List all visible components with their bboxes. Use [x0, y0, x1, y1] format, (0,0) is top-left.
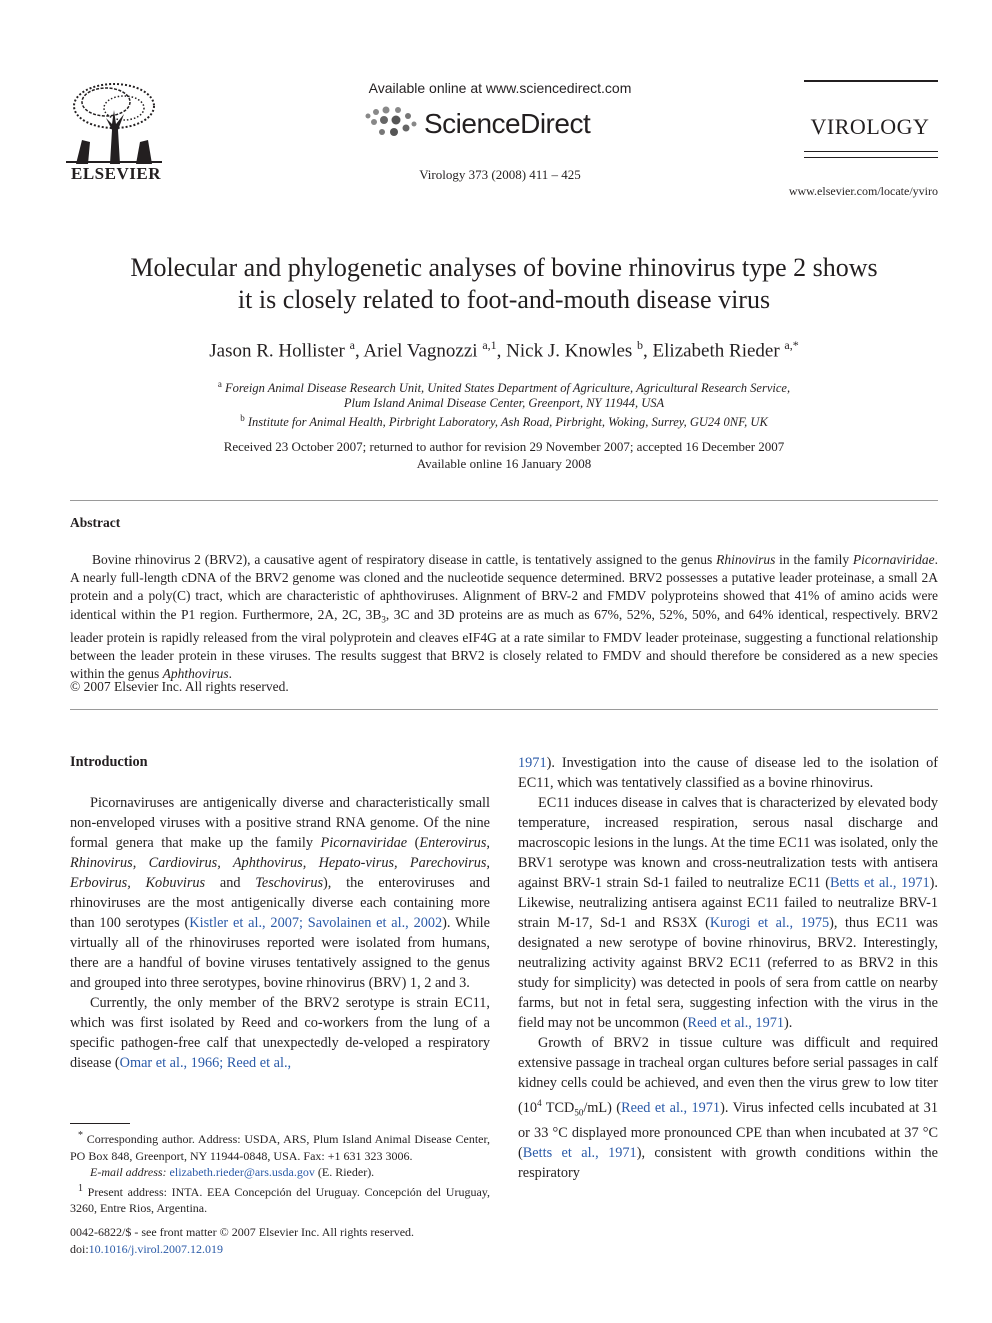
- available-date: Available online 16 January 2008: [416, 456, 592, 471]
- affiliation-a-line2: Plum Island Animal Disease Center, Greenport, NY 11944, USA: [343, 396, 665, 410]
- sciencedirect-wordmark: ScienceDirect: [424, 108, 591, 139]
- section-divider: [70, 500, 938, 501]
- affiliation-mark: a: [217, 379, 222, 389]
- journal-rule: [804, 157, 938, 158]
- journal-url-link[interactable]: www.elsevier.com/locate/yviro: [788, 184, 938, 198]
- title-line: it is closely related to foot-and-mouth disease virus: [237, 285, 771, 314]
- author-affiliation-mark: a,1: [482, 338, 497, 352]
- citation-link[interactable]: Reed et al., 1971: [621, 1099, 721, 1116]
- citation-link[interactable]: Kurogi et al., 1975: [709, 915, 830, 931]
- publication-info: [70, 1224, 490, 1257]
- available-online-text: Available online at www.sciencedirect.com: [368, 80, 632, 96]
- affiliation-text: Institute for Animal Health, Pirbright Laboratory, Ash Road, Pirbright, Woking, Surrey, GU24 0NF, UK: [247, 415, 768, 430]
- affiliation-mark: b: [240, 413, 245, 423]
- citation-link[interactable]: Betts et al., 1971: [522, 1144, 637, 1161]
- citation-link[interactable]: Kistler et al., 2007; Savolainen et al., 2002: [189, 915, 443, 931]
- elsevier-tree-logo: [66, 80, 162, 164]
- citation-link[interactable]: Reed et al., 1971: [687, 1015, 785, 1031]
- author-name[interactable]: Jason R. Hollister: [209, 340, 345, 362]
- footnote-email: E-mail address: elizabeth.rieder@ars.usda.gov (E. Rieder).: [90, 1165, 375, 1179]
- sciencedirect-dots-icon: [362, 106, 420, 140]
- abstract-body: Bovine rhinovirus 2 (BRV2), a causative agent of respiratory disease in cattle, is tentatively assigned to the genus Rhinovirus in the family Picornaviridae. A nearly full-length cDNA of the BRV2 genome was cloned and the nucleotide sequence determined. BRV2 possesses a putative leader proteinase, a small 2A protein and a poly(C) tract, which are characteristic of aphthoviruses. Alignment of BRV-2 and FMDV polyproteins showed that 41% of amino acids were identical within the P1 region. Furthermore, 2A, 2C, $3B_3$, 3C and 3D proteins are as much as 67%, 52%, 52%, 50%, and 64% identical, respectively. BRV2 leader protein is rapidly released from the viral polyprotein and cleaves eIF4G at a rate similar to FMDV leader proteinase, suggesting a functional relationship between the leader protein in these viruses. The results suggest that BRV2 is closely related to FMDV and should therefore be considered as a new species within the genus Aphthovirus.: [70, 552, 939, 681]
- introduction-heading: Introduction: [70, 754, 148, 770]
- author-affiliation-mark: a: [349, 338, 355, 352]
- right-column: [518, 753, 938, 1183]
- footnotes: [70, 1128, 490, 1217]
- footnote-corresponding: * Corresponding author. Address: USDA, ARS, Plum Island Animal Disease Center, PO Box 848, Greenport, NY 11944-0848, USA. Fax: +1 631 323 3006.: [70, 1130, 490, 1163]
- citation-link[interactable]: Betts et al., 1971: [829, 875, 930, 891]
- affiliation-text: Foreign Animal Disease Research Unit, United States Department of Agriculture, Agricultural Research Service,: [225, 381, 791, 396]
- left-column: [70, 793, 490, 1073]
- author-name[interactable]: Nick J. Knowles: [506, 340, 633, 362]
- section-divider: [70, 709, 938, 710]
- paragraph: EC11 induces disease in calves that is characterized by elevated body temperature, increased respiration, serous nasal discharge and macroscopic lesions in the lungs. At the time EC11 was isolated, only the BRV1 serotype was known and cross-neutralization tests with antisera against BRV-1 strain Sd-1 failed to neutralize EC11 (Betts et al., 1971). Likewise, neutralizing antisera against EC11 failed to neutralize BRV-1 strain M-17, Sd-1 and RS3X (Kurogi et al., 1975), thus EC11 was designated a new serotype of bovine rhinovirus, BRV2. Interestingly, neutralizing activity against BRV2 EC11 (referred to as BRV2 in this study for simplicity) was detected in pools of sera from cattle on nearby farms, but not in fetal sera, suggesting infection with the virus in the field may not be uncommon (Reed et al., 1971).: [518, 795, 938, 1031]
- journal-rule: [804, 80, 938, 82]
- journal-name: VIROLOGY: [810, 114, 930, 139]
- footnote-rule: [70, 1123, 130, 1124]
- title-line: Molecular and phylogenetic analyses of bovine rhinovirus type 2 shows: [130, 253, 878, 282]
- paragraph: 1971). Investigation into the cause of disease led to the isolation of EC11, which was tentatively classified as a bovine rhinovirus.: [518, 755, 938, 791]
- copyright-notice: © 2007 Elsevier Inc. All rights reserved.: [70, 679, 289, 694]
- issn-line: 0042-6822/$ - see front matter © 2007 Elsevier Inc. All rights reserved.: [70, 1225, 415, 1239]
- paragraph: Picornaviruses are antigenically diverse and characteristically small non-enveloped viruses with a positive strand RNA genome. Of the nine formal genera that make up the family Picornaviridae (Enterovirus, Rhinovirus, Cardiovirus, Aphthovirus, Hepato-virus, Parechovirus, Erbovirus, Kobuvirus and Teschovirus), the enteroviruses and rhinoviruses are the most antigenically diverse each containing more than 100 serotypes (Kistler et al., 2007; Savolainen et al., 2002). While virtually all of the rhinoviruses reported were isolated from humans, there are a handful of bovine viruses tentatively assigned to the genus and grouped into three serotypes, bovine rhinovirus (BRV) 1, 2 and 3.: [70, 795, 490, 991]
- sciencedirect-logo[interactable]: [362, 102, 602, 142]
- paragraph: Currently, the only member of the BRV2 serotype is strain EC11, which was first isolated by Reed and co-workers from the lung of a specific pathogen-free calf that unexpectedly de-veloped a respiratory disease (Omar et al., 1966; Reed et al.,: [70, 995, 490, 1071]
- received-dates: Received 23 October 2007; returned to author for revision 29 November 2007; accepted 16 December 2007: [223, 439, 785, 454]
- email-link[interactable]: elizabeth.rieder@ars.usda.gov: [169, 1165, 315, 1179]
- author-list: Jason R. Hollister $^a$, Ariel Vagnozzi $^{a,1}$, Nick J. Knowles $^b$, Elizabeth Rieder $^{a,*}$: [209, 338, 799, 362]
- doi-line: doi:10.1016/j.virol.2007.12.019: [70, 1241, 224, 1256]
- journal-rule: [804, 151, 938, 152]
- doi-link[interactable]: 10.1016/j.virol.2007.12.019: [88, 1241, 224, 1256]
- citation-link[interactable]: Omar et al., 1966; Reed et al.,: [119, 1055, 292, 1071]
- article-title: [70, 252, 938, 316]
- author-affiliation-mark: a,*: [784, 338, 799, 352]
- author-name[interactable]: Ariel Vagnozzi: [363, 340, 478, 362]
- affiliation-a: [70, 379, 938, 396]
- footnote-present-address: $^1$ Present address: INTA. EEA Concepción del Uruguay. Concepción del Uruguay, 3260, Entre Rios, Argentina.: [70, 1182, 491, 1215]
- citation-link[interactable]: 1971: [518, 755, 547, 771]
- author-affiliation-mark: b: [637, 338, 644, 352]
- journal-citation: Virology 373 (2008) 411 – 425: [419, 167, 581, 182]
- affiliation-b: [70, 413, 938, 430]
- paragraph: Growth of BRV2 in tissue culture was difficult and required extensive passage in tracheal organ cultures before serial passages in calf kidney cells could be achieved, and even then the virus grew to low titer ($10^4$ $TCD_{50}/mL$) (Reed et al., 1971). Virus infected cells incubated at 31 or 33 °C displayed more pronounced CPE than when incubated at 37 °C (Betts et al., 1971), consistent with growth conditions within the respiratory: [518, 1035, 938, 1181]
- publisher-name: ELSEVIER: [71, 164, 161, 183]
- author-name[interactable]: Elizabeth Rieder: [652, 340, 780, 362]
- abstract-heading: Abstract: [70, 515, 121, 530]
